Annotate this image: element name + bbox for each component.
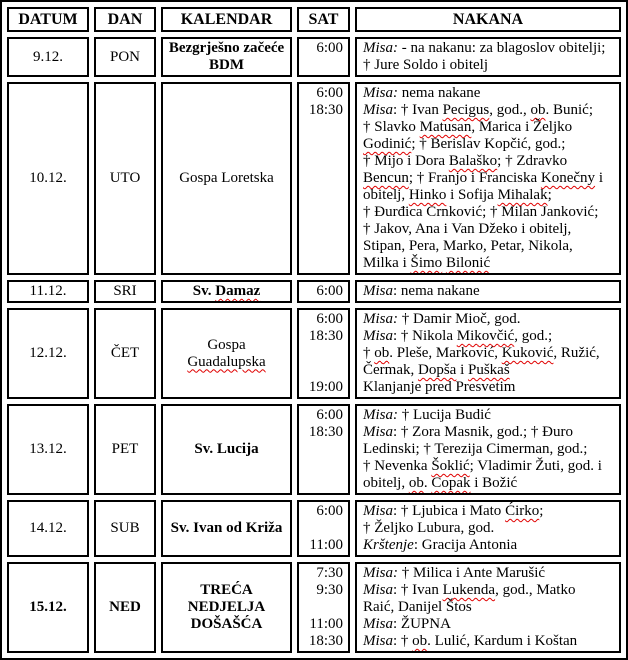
text-segment: , Marica i Željko bbox=[471, 119, 573, 135]
intention-line bbox=[363, 85, 617, 102]
intention-line bbox=[363, 221, 617, 238]
intention-line bbox=[363, 379, 617, 396]
table-row bbox=[7, 280, 621, 303]
date-cell: 9.12. bbox=[7, 37, 89, 77]
misspelled-word: Bilonić bbox=[445, 255, 491, 271]
misspelled-word: Konečny bbox=[540, 170, 596, 186]
text-segment: i bbox=[456, 362, 468, 378]
misspelled-word: ob bbox=[530, 102, 546, 118]
intention-line bbox=[363, 170, 617, 187]
time-value bbox=[301, 616, 343, 633]
calendar-line bbox=[165, 170, 288, 187]
text-segment: † Željko Lubura, god. bbox=[363, 520, 495, 536]
misspelled-word: Godinić bbox=[363, 136, 412, 152]
text-segment: ; bbox=[539, 503, 544, 519]
misspelled-word: Lukenda bbox=[442, 582, 496, 598]
text-segment: - na nakanu: za blagoslov obitelji; bbox=[401, 40, 606, 56]
text-segment: : ŽUPNA bbox=[393, 616, 451, 632]
intention-line bbox=[363, 40, 617, 57]
text-segment: : † Ivan bbox=[393, 582, 443, 598]
intention-line bbox=[363, 102, 617, 119]
misspelled-word: ob bbox=[412, 633, 428, 649]
text-segment: 18:30 bbox=[308, 102, 343, 118]
text-segment: 6:00 bbox=[316, 503, 343, 519]
text-segment: Misa bbox=[363, 283, 393, 299]
intention-cell bbox=[355, 562, 621, 653]
text-segment: Misa: bbox=[363, 407, 398, 423]
misspelled-word: Pecigus bbox=[442, 102, 490, 118]
text-segment: Raić, Danijel Štos bbox=[363, 599, 472, 615]
text-segment: ; † Franjo i Franciska bbox=[408, 170, 541, 186]
misspelled-word: Šoklić bbox=[431, 458, 470, 474]
day-cell: SRI bbox=[94, 280, 156, 303]
misspelled-word: Mihalak bbox=[497, 187, 548, 203]
text-segment: Milka i bbox=[363, 255, 411, 271]
text-segment: TREĆA bbox=[200, 582, 253, 598]
text-segment: ; Vladimir Žuti, god. i bbox=[469, 458, 602, 474]
intention-line bbox=[363, 503, 617, 520]
time-value bbox=[301, 328, 343, 345]
intention-line bbox=[363, 407, 617, 424]
intention-line bbox=[363, 362, 617, 379]
text-segment: , god.; bbox=[514, 328, 553, 344]
text-segment: : † Zora Masnik, god.; † Đuro bbox=[393, 424, 573, 440]
intention-line bbox=[363, 424, 617, 441]
text-segment: : † Ljubica i Mato bbox=[393, 503, 506, 519]
column-header-kalendar: KALENDAR bbox=[161, 7, 292, 32]
calendar-line bbox=[165, 283, 288, 300]
text-segment: 6:00 bbox=[316, 85, 343, 101]
intention-line bbox=[363, 599, 617, 616]
text-segment: Misa bbox=[363, 102, 393, 118]
text-segment: DOŠAŠĆA bbox=[190, 616, 263, 632]
time-value bbox=[301, 424, 343, 441]
date-cell: 14.12. bbox=[7, 500, 89, 557]
text-segment: † Đurđica Crnković; † Milan Janković; bbox=[363, 204, 599, 220]
text-segment: Misa: bbox=[363, 85, 398, 101]
misspelled-word: ob bbox=[374, 345, 390, 361]
intention-line bbox=[363, 537, 617, 554]
time-value bbox=[301, 565, 343, 582]
table-row bbox=[7, 82, 621, 275]
text-segment: ; † Zdravko bbox=[497, 153, 568, 169]
text-segment: i Božić bbox=[470, 475, 518, 491]
intention-line bbox=[363, 204, 617, 221]
text-segment: 11:00 bbox=[309, 616, 343, 632]
intention-line bbox=[363, 119, 617, 136]
table-row bbox=[7, 562, 621, 653]
text-segment: † Nevenka bbox=[363, 458, 432, 474]
table-header bbox=[7, 7, 621, 32]
text-segment: † Mijo i Dora bbox=[363, 153, 449, 169]
text-segment: Misa bbox=[363, 503, 393, 519]
intention-line bbox=[363, 187, 617, 204]
text-segment: : † Ivan bbox=[393, 102, 443, 118]
calendar-cell bbox=[161, 280, 292, 303]
day-cell: NED bbox=[94, 562, 156, 653]
text-segment: Misa bbox=[363, 424, 393, 440]
intention-line bbox=[363, 153, 617, 170]
text-segment: † Jure Soldo i obitelj bbox=[363, 57, 488, 73]
text-segment: † Jakov, Ana i Van Džeko i obitelj, bbox=[363, 221, 572, 237]
time-cell bbox=[297, 280, 350, 303]
text-segment: Bezgrješno začeće bbox=[168, 40, 285, 56]
text-segment: † Lucija Budić bbox=[398, 407, 491, 423]
text-segment: Misa: bbox=[363, 40, 402, 56]
text-segment: Sv. Ivan od Križa bbox=[170, 520, 283, 536]
calendar-line bbox=[165, 599, 288, 616]
misspelled-word: Kuković bbox=[501, 345, 554, 361]
column-header-dan: DAN bbox=[94, 7, 156, 32]
time-value bbox=[301, 503, 343, 520]
date-cell: 10.12. bbox=[7, 82, 89, 275]
text-segment: Sv. Lucija bbox=[194, 441, 259, 457]
time-cell bbox=[297, 404, 350, 495]
misspelled-word: Damaz bbox=[215, 283, 261, 299]
intention-line bbox=[363, 238, 617, 255]
text-segment: : † bbox=[393, 633, 413, 649]
text-segment: † Milica i Ante Marušić bbox=[398, 565, 546, 581]
text-segment: . Pleše, Marković, bbox=[389, 345, 502, 361]
schedule-body bbox=[7, 37, 621, 653]
text-segment: NEDJELJA bbox=[187, 599, 266, 615]
misspelled-word: Matusan bbox=[419, 119, 472, 135]
intention-line bbox=[363, 520, 617, 537]
time-value bbox=[301, 283, 343, 300]
time-value bbox=[301, 311, 343, 328]
time-value bbox=[301, 379, 343, 396]
calendar-cell bbox=[161, 37, 292, 77]
header-row bbox=[7, 7, 621, 32]
misspelled-word: Balaško bbox=[448, 153, 498, 169]
intention-line bbox=[363, 565, 617, 582]
intention-cell bbox=[355, 37, 621, 77]
intention-line bbox=[363, 633, 617, 650]
text-segment: Krštenje bbox=[363, 537, 414, 553]
time-value bbox=[301, 599, 343, 616]
text-segment: . Bunić; bbox=[545, 102, 593, 118]
time-cell bbox=[297, 82, 350, 275]
intention-cell bbox=[355, 82, 621, 275]
text-segment: 6:00 bbox=[316, 283, 343, 299]
text-segment: Misa bbox=[363, 633, 393, 649]
intention-line bbox=[363, 311, 617, 328]
text-segment: Stipan, Pera, Marko, Petar, Nikola, bbox=[363, 238, 573, 254]
date-cell: 12.12. bbox=[7, 308, 89, 399]
calendar-line bbox=[165, 337, 288, 354]
misspelled-word: Puškaš bbox=[467, 362, 510, 378]
calendar-cell bbox=[161, 562, 292, 653]
text-segment: Čermak, bbox=[363, 362, 418, 378]
misspelled-word: ob bbox=[408, 475, 424, 491]
text-segment: Gospa bbox=[207, 336, 246, 353]
text-segment: Ledinski; † Terezija Cimerman, god.; bbox=[363, 441, 588, 457]
column-header-datum: DATUM bbox=[7, 7, 89, 32]
intention-line bbox=[363, 441, 617, 458]
calendar-cell bbox=[161, 82, 292, 275]
calendar-line bbox=[165, 582, 288, 599]
date-cell: 11.12. bbox=[7, 280, 89, 303]
calendar-line bbox=[165, 354, 288, 371]
time-value bbox=[301, 362, 343, 379]
day-cell: ČET bbox=[94, 308, 156, 399]
table-row bbox=[7, 500, 621, 557]
text-segment: nema nakane bbox=[398, 85, 481, 101]
intention-line bbox=[363, 475, 617, 492]
text-segment: BDM bbox=[209, 57, 244, 73]
misspelled-word: Mikovčić bbox=[456, 328, 515, 344]
intention-cell bbox=[355, 500, 621, 557]
time-value bbox=[301, 85, 343, 102]
column-header-sat: SAT bbox=[297, 7, 350, 32]
intention-line bbox=[363, 458, 617, 475]
time-cell bbox=[297, 500, 350, 557]
text-segment: , god., Matko bbox=[495, 582, 576, 598]
text-segment: obitelj, bbox=[363, 187, 409, 203]
text-segment: i bbox=[595, 170, 603, 186]
intention-line bbox=[363, 328, 617, 345]
text-segment: Misa: bbox=[363, 565, 398, 581]
intention-line bbox=[363, 582, 617, 599]
day-cell: UTO bbox=[94, 82, 156, 275]
time-value bbox=[301, 40, 343, 57]
time-value bbox=[301, 102, 343, 119]
text-segment: 19:00 bbox=[308, 379, 343, 395]
text-segment: Misa: bbox=[363, 311, 398, 327]
calendar-line bbox=[165, 57, 288, 74]
misspelled-word: Ćirko bbox=[505, 503, 540, 519]
text-segment: 6:00 bbox=[316, 311, 343, 327]
text-segment: Misa bbox=[363, 582, 393, 598]
table-row bbox=[7, 37, 621, 77]
time-value bbox=[301, 520, 343, 537]
text-segment: Gospa Loretska bbox=[179, 170, 274, 186]
calendar-cell bbox=[161, 404, 292, 495]
calendar-cell bbox=[161, 308, 292, 399]
intention-line bbox=[363, 283, 617, 300]
text-segment: 18:30 bbox=[308, 633, 343, 649]
misspelled-word: Bencun bbox=[363, 170, 409, 186]
text-segment: Misa bbox=[363, 616, 393, 632]
day-cell: SUB bbox=[94, 500, 156, 557]
misspelled-word: Hinko bbox=[408, 187, 447, 203]
intention-cell bbox=[355, 308, 621, 399]
text-segment: 7:30 bbox=[316, 565, 343, 581]
time-cell bbox=[297, 562, 350, 653]
time-value bbox=[301, 537, 343, 554]
misspelled-word: Copak bbox=[431, 475, 471, 491]
time-value bbox=[301, 345, 343, 362]
intention-line bbox=[363, 345, 617, 362]
text-segment: : Gracija Antonia bbox=[413, 537, 518, 553]
misspelled-word: Šimo bbox=[410, 255, 443, 271]
misspelled-word: Guadalupska bbox=[187, 353, 266, 370]
intention-cell bbox=[355, 404, 621, 495]
text-segment: . bbox=[423, 475, 432, 491]
text-segment: † Slavko bbox=[363, 119, 420, 135]
time-value bbox=[301, 407, 343, 424]
text-segment: Sv. bbox=[192, 283, 216, 299]
table-row bbox=[7, 308, 621, 399]
intention-cell bbox=[355, 280, 621, 303]
column-header-nakana: NAKANA bbox=[355, 7, 621, 32]
day-cell: PON bbox=[94, 37, 156, 77]
misspelled-word: Dopša bbox=[417, 362, 457, 378]
calendar-line bbox=[165, 40, 288, 57]
text-segment: 6:00 bbox=[316, 40, 343, 56]
intention-line bbox=[363, 255, 617, 272]
calendar-cell bbox=[161, 500, 292, 557]
text-segment: Misa bbox=[363, 328, 393, 344]
text-segment: 6:00 bbox=[316, 407, 343, 423]
calendar-line bbox=[165, 441, 288, 458]
table-row bbox=[7, 404, 621, 495]
time-cell bbox=[297, 37, 350, 77]
text-segment: † bbox=[363, 345, 375, 361]
text-segment: , god., bbox=[489, 102, 531, 118]
text-segment: , Ružić, bbox=[553, 345, 600, 361]
text-segment: . Lulić, Kardum i Koštan bbox=[427, 633, 578, 649]
calendar-line bbox=[165, 520, 288, 537]
text-segment: 18:30 bbox=[308, 424, 343, 440]
text-segment: 11:00 bbox=[309, 537, 343, 553]
intention-line bbox=[363, 136, 617, 153]
text-segment: 9:30 bbox=[316, 582, 343, 598]
text-segment: : † Nikola bbox=[393, 328, 457, 344]
text-segment: 18:30 bbox=[308, 328, 343, 344]
calendar-line bbox=[165, 616, 288, 633]
text-segment: † Damir Mioč, god. bbox=[398, 311, 521, 327]
text-segment: : nema nakane bbox=[393, 283, 480, 299]
text-segment: ; bbox=[547, 187, 552, 203]
intention-line bbox=[363, 57, 617, 74]
text-segment: Klanjanje pred Presvetim bbox=[363, 379, 516, 395]
text-segment: ; † Berislav Kopčić, god.; bbox=[411, 136, 566, 152]
time-value bbox=[301, 582, 343, 599]
time-value bbox=[301, 633, 343, 650]
time-cell bbox=[297, 308, 350, 399]
day-cell: PET bbox=[94, 404, 156, 495]
text-segment: i Sofija bbox=[446, 187, 498, 203]
date-cell: 15.12. bbox=[7, 562, 89, 653]
text-segment: obitelj, bbox=[363, 475, 409, 491]
intention-line bbox=[363, 616, 617, 633]
date-cell: 13.12. bbox=[7, 404, 89, 495]
